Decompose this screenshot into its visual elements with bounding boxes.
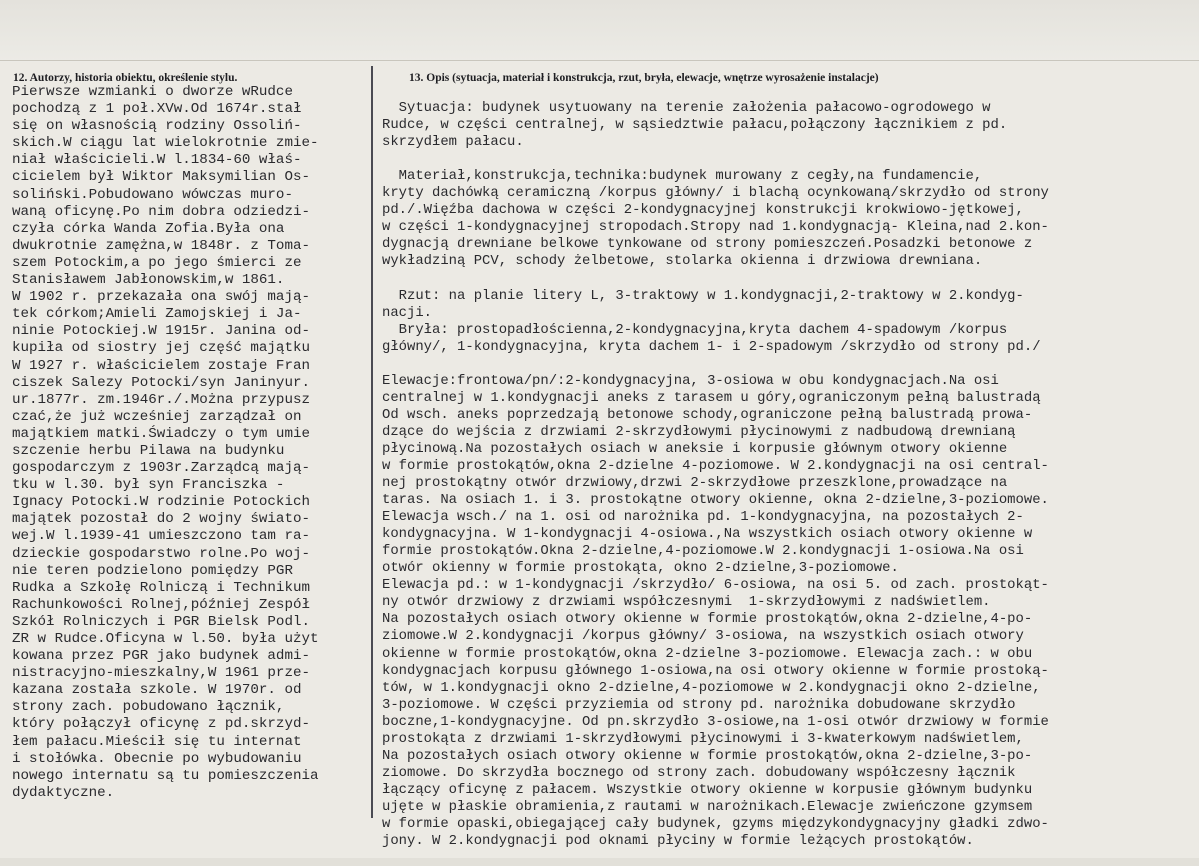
description-text-line: Rzut: na planie litery L, 3-traktowy w 1.kondygnacji,2-traktowy w 2.kondyg- (382, 287, 1024, 304)
description-text-line: kondygnacjach korpusu głównego 1-osiowa,na osi otwory okienne w formie prostoką- (382, 662, 1049, 679)
description-text-line: pd./.Więźba dachowa w części 2-kondygnacyjnej konstrukcji krokwiowo-jętkowej, (382, 202, 1024, 219)
history-text-line: czyła córka Wanda Zofia.Była ona (12, 220, 285, 237)
history-text-line: Rachunkowości Rolnej,później Zespół (12, 596, 310, 613)
history-text-line: soliński.Pobudowano wówczas muro- (12, 186, 293, 203)
history-text-line: gospodarczym z 1903r.Zarządcą mają- (12, 460, 310, 477)
history-text-line: pochodzą z 1 poł.XVw.Od 1674r.stał (12, 101, 302, 118)
description-text-line (382, 356, 1194, 373)
description-text-line: formie prostokątów.Okna 2-dzielne,4-poziomowe.W 2.kondygnacji 1-osiowa.Na osi (382, 543, 1024, 560)
description-text-line: dzące do wejścia z drzwiami 2-skrzydłowymi płycinowymi z nadbudową drewnianą (382, 423, 1016, 440)
description-text-line: płycinową.Na pozostałych osiach w aneksie i korpusie głównym otwory okienne (382, 440, 1008, 457)
section-12-header: 12. Autorzy, historia obiektu, określenie stylu. (13, 72, 238, 84)
page-top-margin (0, 0, 1199, 62)
description-text-line: Elewacja wsch./ na 1. osi od narożnika pd. 1-kondygnacyjna, na pozostałych 2- (382, 509, 1024, 526)
description-text-line (382, 151, 1194, 168)
history-text-line: W 1927 r. właścicielem zostaje Fran (12, 357, 310, 374)
section-13-header: 13. Opis (sytuacja, materiał i konstrukcja, rzut, bryła, elewacje, wnętrze wyrosażenie instalacje) (409, 72, 879, 84)
description-text-line: wykładziną PCV, schody żelbetowe, stolarka okienna i drzwiowa drewniana. (382, 253, 983, 270)
description-text-column (382, 100, 1194, 850)
history-text-line: wej.W l.1939-41 umieszczono tam ra- (12, 528, 310, 545)
fold-line (0, 60, 1199, 61)
description-text-line: Na pozostałych osiach otwory okienne w formie prostokątów,okna 2-dzielne,4-po- (382, 611, 1033, 628)
history-text-line: nistracyjno-mieszkalny,W 1961 prze- (12, 665, 310, 682)
history-text-line: dwukrotnie zamężna,w 1848r. z Toma- (12, 237, 310, 254)
history-text-line: kazana została szkole. W 1970r. od (12, 682, 302, 699)
description-text-line: tów, w 1.kondygnacji okno 2-dzielne,4-poziomowe w 2.kondygnacji okno 2-dzielne, (382, 679, 1041, 696)
description-text-line: Materiał,konstrukcja,technika:budynek murowany z cegły,na fundamencie, (382, 168, 983, 185)
description-text-line: ny otwór drzwiowy z drzwiami współczesnymi 1-skrzydłowymi z nadświetlem. (382, 594, 991, 611)
description-text-line: łączący oficynę z pałacem. Wszystkie otwory okienne w korpusie głównym budynku (382, 781, 1033, 798)
history-text-line: ciszek Salezy Potocki/syn Janinyur. (12, 374, 310, 391)
description-text-line: boczne,1-kondygnacyjne. Od pn.skrzydło 3-osiowe,na 1-osi otwór drzwiowy w formie (382, 713, 1049, 730)
history-text-line: cicielem był Wiktor Maksymilian Os- (12, 169, 310, 186)
description-text-line: Elewacja pd.: w 1-kondygnacji /skrzydło/ 6-osiowa, na osi 5. od zach. prostokąt- (382, 577, 1049, 594)
history-text-line: i stołówka. Obecnie po wybudowaniu (12, 750, 302, 767)
history-text-line: Rudka a Szkołę Rolniczą i Technikum (12, 579, 310, 596)
description-text-line: okienne w formie prostokątów,okna 2-dzielne 3-poziomowe. Elewacja zach.: w obu (382, 645, 1033, 662)
description-text-line: kryty dachówką ceramiczną /korpus główny/ i blachą ocynkowaną/skrzydło od strony (382, 185, 1049, 202)
history-text-line: Pierwsze wzmianki o dworze wRudce (12, 84, 293, 100)
description-text-line: Elewacje:frontowa/pn/:2-kondygnacyjna, 3-osiowa w obu kondygnacjach.Na osi (382, 372, 999, 389)
description-text-line: Sytuacja: budynek usytuowany na terenie założenia pałacowo-ogrodowego w (382, 100, 991, 116)
history-text-line: majątkiem matki.Świadczy o tym umie (12, 425, 310, 442)
history-text-line: W 1902 r. przekazała ona swój mają- (12, 289, 310, 306)
description-text-line: kondygnacyjna. W 1-kondygnacji 4-osiowa.,Na wszystkich osiach otwory okienne w (382, 526, 1033, 543)
description-text-line: centralnej w 1.kondygnacji aneks z tarasem u góry,ograniczonym pełną balustradą (382, 389, 1041, 406)
page-bottom-edge (0, 858, 1199, 866)
description-text-line: Rudce, w części centralnej, w sąsiedztwie pałacu,połączony łącznikiem z pd. (382, 117, 1008, 134)
history-text-line: nowego internatu są tu pomieszczenia (12, 767, 319, 784)
history-text-line: tek córkom;Amieli Zamojskiej i Ja- (12, 306, 302, 323)
history-text-line: czać,że już wcześniej zarządzał on (12, 408, 302, 425)
history-text-column (12, 84, 368, 802)
history-text-line: nie teren podzielono pomiędzy PGR (12, 562, 293, 579)
description-text-line: nej prostokątny otwór drzwiowy,drzwi 2-skrzydłowe przeszklone,prowadzące na (382, 475, 1008, 492)
history-text-line: ur.1877r. zm.1946r./.Można przypusz (12, 391, 310, 408)
history-text-line: Ignacy Potocki.W rodzinie Potockich (12, 494, 310, 511)
history-text-line: kowana przez PGR jako budynek admi- (12, 648, 310, 665)
description-text-line: Na pozostałych osiach otwory okienne w formie prostokątów,okna 2-dzielne,3-po- (382, 747, 1033, 764)
history-text-line: dzieckie gospodarstwo rolne.Po woj- (12, 545, 310, 562)
history-text-line: Szkół Rolniczych i PGR Bielsk Podl. (12, 613, 310, 630)
history-text-line: skich.W ciągu lat wielokrotnie zmie- (12, 135, 319, 152)
description-text-line: w formie opaski,obiegającej cały budynek, gzyms międzykondygnacyjny gładki zdwo- (382, 815, 1049, 832)
history-text-line: kupiła od siostry jej część majątku (12, 340, 310, 357)
history-text-line: szem Potockim,a po jego śmierci ze (12, 254, 302, 271)
description-text-line: w formie prostokątów,okna 2-dzielne 4-poziomowe. W 2.kondygnacji na osi central- (382, 457, 1049, 474)
description-text-line: skrzydłem pałacu. (382, 134, 524, 151)
history-text-line: strony zach. pobudowano łącznik, (12, 699, 285, 716)
history-text-line: dydaktyczne. (12, 784, 115, 801)
description-text-line: nacji. (382, 304, 433, 321)
description-text-line: prostokąta z drzwiami 1-skrzydłowymi płycinowymi i 3-kwaterkowym nadświetlem, (382, 730, 1024, 747)
description-text-line: Bryła: prostopadłościenna,2-kondygnacyjna,kryta dachem 4-spadowym /korpus (382, 321, 1008, 338)
description-text-line: główny/, 1-kondygnacyjna, kryta dachem 1- i 2-spadowym /skrzydło od strony pd./ (382, 338, 1041, 355)
history-text-line: majątek pozostał do 2 wojny świato- (12, 511, 310, 528)
description-text-line: otwór okienny w formie prostokąta, okno 2-dzielne,3-poziomowe. (382, 560, 899, 577)
history-text-line: tku w l.30. był syn Franciszka - (12, 477, 285, 494)
history-text-line: się on własnością rodziny Ossoliń- (12, 118, 302, 135)
description-text-line: 3-poziomowe. W części przyziemia od strony pd. narożnika dobudowane skrzydło (382, 696, 1016, 713)
description-text-line: w części 1-kondygnacyjnej stropodach.Stropy nad 1.kondygnacją- Kleina,nad 2.kon- (382, 219, 1049, 236)
description-text-line: jony. W 2.kondygnacji pod oknami płyciny w formie leżących prostokątów. (382, 833, 974, 850)
description-text-line: taras. Na osiach 1. i 3. prostokątne otwory okienne, okna 2-dzielne,3-poziomowe. (382, 492, 1049, 509)
description-text-line: ujęte w płaskie obramienia,z rautami w narożnikach.Elewacje zwieńczone gzymsem (382, 798, 1033, 815)
history-text-line: waną oficynę.Po nim dobra odziedzi- (12, 203, 310, 220)
history-text-line: ninie Potockiej.W 1915r. Janina od- (12, 323, 310, 340)
history-text-line: Stanisławem Jabłonowskim,w 1861. (12, 272, 285, 289)
description-text-line: dygnacją drewniane belkowe tynkowane od strony pomieszczeń.Posadzki betonowe z (382, 236, 1033, 253)
history-text-line: łem pałacu.Mieścił się tu internat (12, 733, 302, 750)
description-text-line (382, 270, 1194, 287)
history-text-line: który połączył oficynę z pd.skrzyd- (12, 716, 310, 733)
column-divider (371, 66, 373, 818)
description-text-line: ziomowe. Do skrzydła bocznego od strony zach. dobudowany współczesny łącznik (382, 764, 1016, 781)
history-text-line: szczenie herbu Pilawa na budynku (12, 442, 285, 459)
description-text-line: ziomowe.W 2.kondygnacji /korpus główny/ 3-osiowa, na wszystkich osiach otwory (382, 628, 1024, 645)
history-text-line: niał właścicieli.W l.1834-60 właś- (12, 152, 302, 169)
history-text-line: ZR w Rudce.Oficyna w l.50. była użyt (12, 631, 319, 647)
description-text-line: Od wsch. aneks poprzedzają betonowe schody,ograniczone pełną balustradą prowa- (382, 406, 1033, 423)
